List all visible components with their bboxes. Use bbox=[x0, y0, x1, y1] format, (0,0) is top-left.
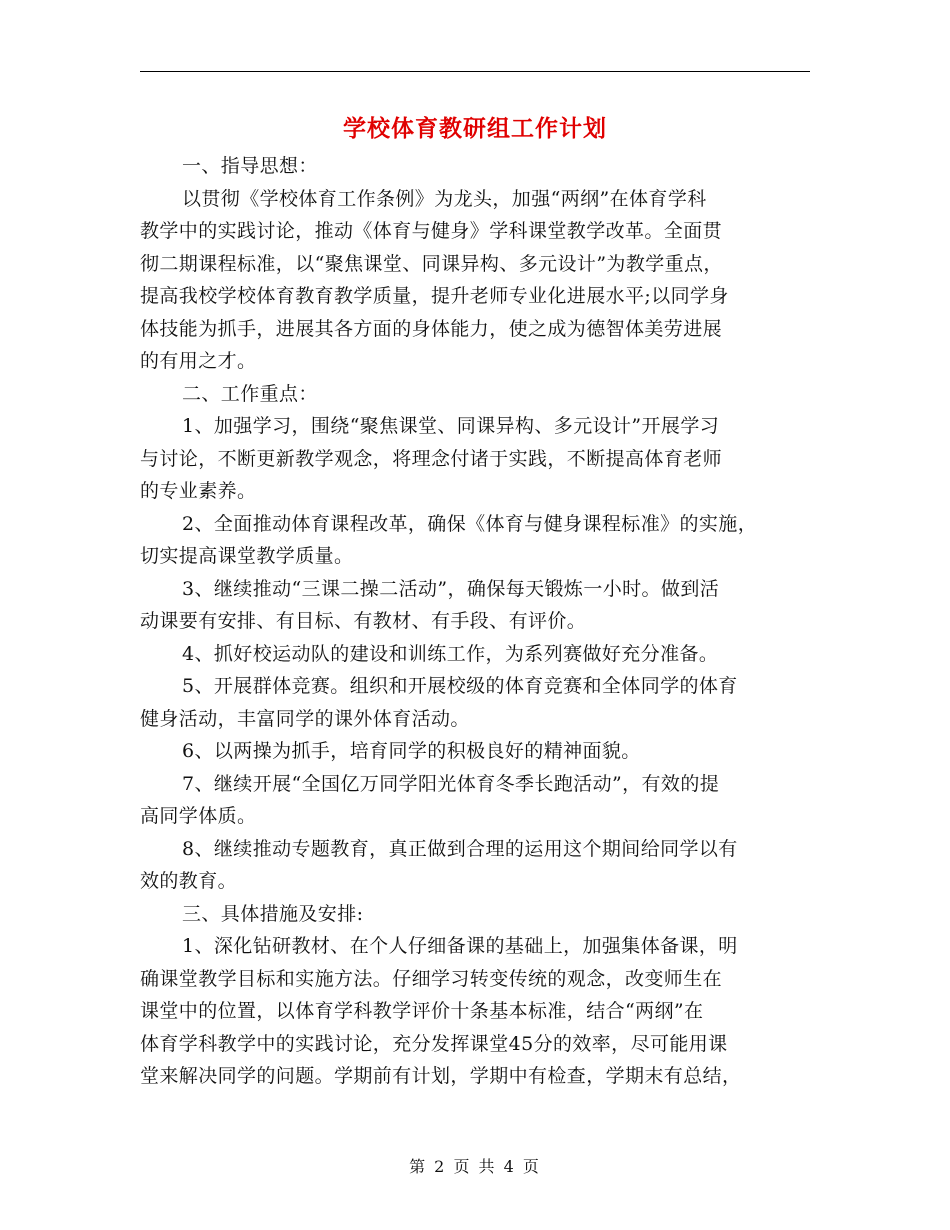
paragraph bbox=[140, 183, 810, 378]
paragraph bbox=[140, 898, 810, 931]
paragraph-line: 的专业素养。 bbox=[140, 480, 257, 502]
paragraph bbox=[140, 150, 810, 183]
paragraph bbox=[140, 735, 810, 768]
paragraph-line: 8、继续推动专题教育，真正做到合理的运用这个期间给同学以有 bbox=[182, 837, 738, 860]
paragraph-line: 教学中的实践讨论，推动《体育与健身》学科课堂教学改革。全面贯 bbox=[140, 220, 723, 242]
paragraph-line: 课堂中的位置，以体育学科教学评价十条基本标准，结合“两纲”在 bbox=[140, 1000, 704, 1022]
paragraph-line: 三、具体措施及安排: bbox=[182, 902, 364, 925]
paragraph bbox=[140, 410, 810, 508]
paragraph-line: 的有用之才。 bbox=[140, 350, 257, 372]
paragraph-line: 2、全面推动体育课程改革，确保《体育与健身课程标准》的实施， bbox=[182, 512, 758, 535]
paragraph-line: 一、指导思想： bbox=[182, 155, 318, 177]
paragraph-line: 体技能为抓手，进展其各方面的身体能力，使之成为德智体美劳进展 bbox=[140, 317, 723, 340]
paragraph bbox=[140, 508, 810, 573]
paragraph-line: 彻二期课程标准，以“聚焦课堂、同课异构、多元设计”为教学重点， bbox=[140, 252, 723, 275]
paragraph-line: 1、深化钻研教材、在个人仔细备课的基础上，加强集体备课，明 bbox=[182, 935, 738, 957]
paragraph-line: 效的教育。 bbox=[140, 870, 238, 892]
header-rule bbox=[140, 71, 810, 72]
paragraph-line: 提高我校学校体育教育教学质量，提升老师专业化进展水平;以同学身 bbox=[140, 285, 729, 307]
paragraph-line: 3、继续推动“三课二操二活动”，确保每天锻炼一小时。做到活 bbox=[182, 577, 720, 600]
paragraph bbox=[140, 930, 810, 1093]
paragraph-line: 7、继续开展“全国亿万同学阳光体育冬季长跑活动”，有效的提 bbox=[182, 772, 720, 795]
paragraph-line: 体育学科教学中的实践讨论，充分发挥课堂45分的效率，尽可能用课 bbox=[140, 1032, 728, 1055]
paragraph-line: 1、加强学习，围绕“聚焦课堂、同课异构、多元设计”开展学习 bbox=[182, 415, 720, 437]
paragraph-line: 切实提高课堂教学质量。 bbox=[140, 545, 354, 567]
paragraph-line: 以贯彻《学校体育工作条例》为龙头，加强“两纲”在体育学科 bbox=[182, 187, 707, 210]
paragraph-line: 堂来解决同学的问题。学期前有计划，学期中有检查，学期末有总结， bbox=[140, 1065, 742, 1087]
page-footer: 第 2 页 共 4 页 bbox=[409, 1157, 541, 1176]
document-body bbox=[140, 150, 810, 1093]
paragraph bbox=[140, 670, 810, 735]
paragraph-line: 动课要有安排、有目标、有教材、有手段、有评价。 bbox=[140, 610, 587, 632]
paragraph bbox=[140, 768, 810, 833]
paragraph bbox=[140, 638, 810, 671]
paragraph-line: 健身活动，丰富同学的课外体育活动。 bbox=[140, 707, 470, 730]
paragraph-line: 二、工作重点： bbox=[182, 382, 318, 405]
paragraph bbox=[140, 573, 810, 638]
document-title: 学校体育教研组工作计划 bbox=[343, 115, 607, 142]
paragraph-line: 与讨论，不断更新教学观念，将理念付诸于实践，不断提高体育老师 bbox=[140, 447, 723, 470]
paragraph-line: 确课堂教学目标和实施方法。仔细学习转变传统的观念，改变师生在 bbox=[140, 967, 723, 990]
paragraph-line: 5、开展群体竞赛。组织和开展校级的体育竞赛和全体同学的体育 bbox=[182, 675, 738, 697]
paragraph-line: 高同学体质。 bbox=[140, 805, 257, 827]
paragraph bbox=[140, 378, 810, 411]
paragraph bbox=[140, 833, 810, 898]
paragraph-line: 6、以两操为抓手，培育同学的积极良好的精神面貌。 bbox=[182, 740, 641, 762]
paragraph-line: 4、抓好校运动队的建设和训练工作，为系列赛做好充分准备。 bbox=[182, 642, 719, 665]
